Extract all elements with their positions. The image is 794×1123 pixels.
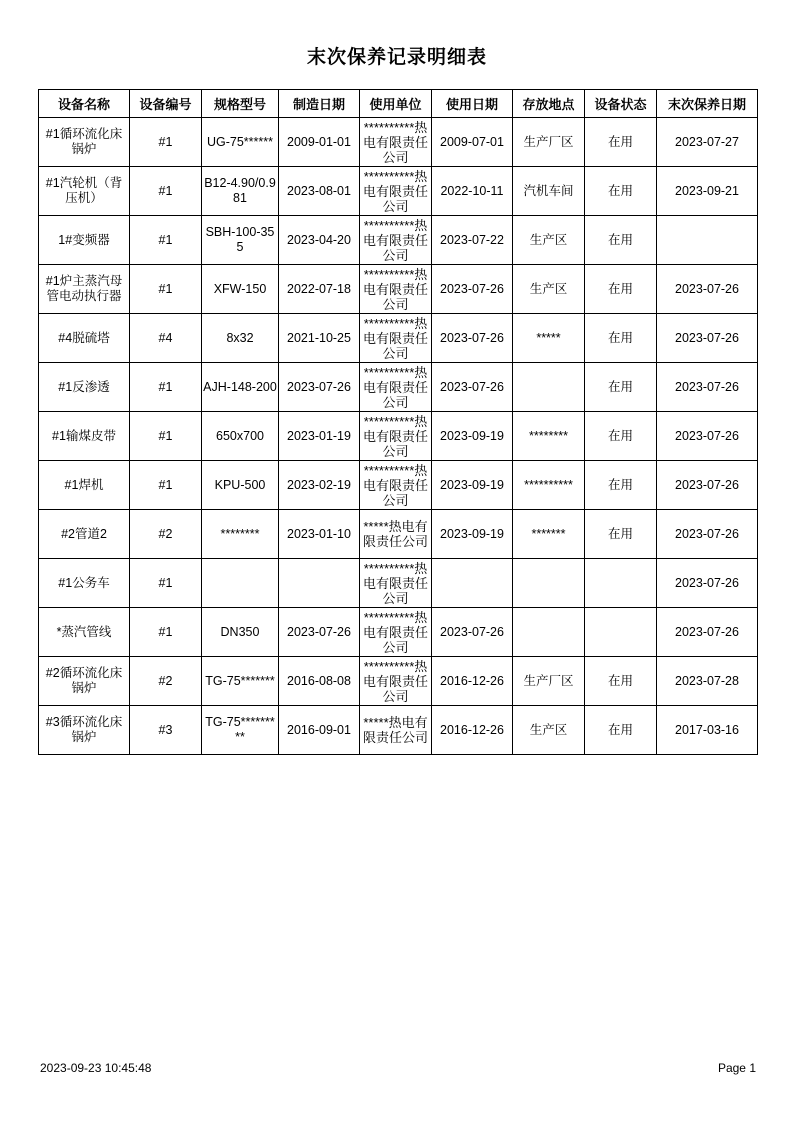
cell-location [513,363,585,412]
header-device-name: 设备名称 [39,90,130,118]
cell-location: 生产区 [513,265,585,314]
cell-device-name: #1反渗透 [39,363,130,412]
table-row [39,118,758,167]
cell-manufacture-date: 2016-09-01 [279,706,360,755]
header-last-maintenance-date: 末次保养日期 [657,90,758,118]
cell-location: 生产区 [513,216,585,265]
cell-manufacture-date: 2016-08-08 [279,657,360,706]
cell-use-date: 2023-07-22 [432,216,513,265]
cell-manufacture-date: 2023-07-26 [279,363,360,412]
cell-last-maintenance-date: 2023-07-27 [657,118,758,167]
header-status: 设备状态 [585,90,657,118]
cell-location: 生产厂区 [513,657,585,706]
table-row [39,657,758,706]
cell-location: ********** [513,461,585,510]
cell-user-unit: **********热电有限责任公司 [360,216,432,265]
cell-last-maintenance-date [657,216,758,265]
cell-model: TG-75********* [202,706,279,755]
cell-model: SBH-100-355 [202,216,279,265]
table-row [39,706,758,755]
cell-status [585,559,657,608]
cell-device-number: #2 [130,510,202,559]
table-row [39,510,758,559]
cell-manufacture-date: 2023-02-19 [279,461,360,510]
cell-use-date: 2009-07-01 [432,118,513,167]
cell-use-date: 2016-12-26 [432,706,513,755]
cell-location: 生产区 [513,706,585,755]
table-row [39,608,758,657]
maintenance-table [38,89,758,755]
cell-manufacture-date: 2023-07-26 [279,608,360,657]
cell-last-maintenance-date: 2023-07-26 [657,265,758,314]
cell-device-name: #1循环流化床锅炉 [39,118,130,167]
cell-last-maintenance-date: 2017-03-16 [657,706,758,755]
cell-user-unit: **********热电有限责任公司 [360,461,432,510]
cell-last-maintenance-date: 2023-07-26 [657,314,758,363]
cell-last-maintenance-date: 2023-07-28 [657,657,758,706]
table-row [39,363,758,412]
cell-use-date [432,559,513,608]
cell-status: 在用 [585,167,657,216]
report-title: 末次保养记录明细表 [306,46,487,68]
cell-manufacture-date [279,559,360,608]
cell-location: ***** [513,314,585,363]
cell-device-number: #1 [130,265,202,314]
print-timestamp: 2023-09-23 10:45:48 [40,1061,152,1075]
cell-last-maintenance-date: 2023-07-26 [657,461,758,510]
cell-model: 650x700 [202,412,279,461]
cell-manufacture-date: 2023-08-01 [279,167,360,216]
cell-use-date: 2023-07-26 [432,314,513,363]
table-row [39,314,758,363]
cell-device-number: #2 [130,657,202,706]
cell-model: AJH-148-200 [202,363,279,412]
cell-device-name: 1#变频器 [39,216,130,265]
cell-device-name: #1输煤皮带 [39,412,130,461]
cell-last-maintenance-date: 2023-07-26 [657,608,758,657]
cell-device-number: #1 [130,608,202,657]
cell-last-maintenance-date: 2023-09-21 [657,167,758,216]
cell-use-date: 2016-12-26 [432,657,513,706]
cell-last-maintenance-date: 2023-07-26 [657,510,758,559]
header-use-date: 使用日期 [432,90,513,118]
cell-device-number: #1 [130,216,202,265]
table-row [39,559,758,608]
cell-status: 在用 [585,412,657,461]
cell-location [513,559,585,608]
cell-status: 在用 [585,265,657,314]
table-row [39,167,758,216]
cell-use-date: 2023-09-19 [432,412,513,461]
header-manufacture-date: 制造日期 [279,90,360,118]
cell-use-date: 2023-07-26 [432,363,513,412]
cell-device-name: #3循环流化床锅炉 [39,706,130,755]
cell-user-unit: **********热电有限责任公司 [360,657,432,706]
cell-device-name: #2管道2 [39,510,130,559]
cell-device-number: #4 [130,314,202,363]
cell-status: 在用 [585,461,657,510]
cell-status: 在用 [585,706,657,755]
cell-location: ******** [513,412,585,461]
cell-use-date: 2023-07-26 [432,265,513,314]
cell-user-unit: **********热电有限责任公司 [360,167,432,216]
cell-use-date: 2023-09-19 [432,461,513,510]
cell-model: DN350 [202,608,279,657]
cell-location [513,608,585,657]
cell-last-maintenance-date: 2023-07-26 [657,363,758,412]
cell-user-unit: **********热电有限责任公司 [360,314,432,363]
cell-location: 汽机车间 [513,167,585,216]
table-row [39,216,758,265]
cell-device-number: #1 [130,412,202,461]
cell-model: TG-75******* [202,657,279,706]
cell-use-date: 2023-07-26 [432,608,513,657]
cell-status: 在用 [585,657,657,706]
cell-device-number: #1 [130,461,202,510]
cell-last-maintenance-date: 2023-07-26 [657,559,758,608]
cell-location: 生产厂区 [513,118,585,167]
cell-device-name: #1汽轮机（背压机） [39,167,130,216]
header-location: 存放地点 [513,90,585,118]
cell-manufacture-date: 2021-10-25 [279,314,360,363]
cell-user-unit: *****热电有限责任公司 [360,706,432,755]
cell-device-number: #1 [130,363,202,412]
cell-user-unit: **********热电有限责任公司 [360,412,432,461]
cell-status: 在用 [585,216,657,265]
header-model: 规格型号 [202,90,279,118]
cell-device-name: #1炉主蒸汽母管电动执行器 [39,265,130,314]
page-number: Page 1 [717,1061,756,1075]
cell-status: 在用 [585,363,657,412]
header-device-number: 设备编号 [130,90,202,118]
cell-manufacture-date: 2009-01-01 [279,118,360,167]
cell-status: 在用 [585,510,657,559]
table-row [39,461,758,510]
cell-location: ******* [513,510,585,559]
cell-model [202,559,279,608]
cell-user-unit: **********热电有限责任公司 [360,118,432,167]
cell-device-name: #1焊机 [39,461,130,510]
cell-status [585,608,657,657]
cell-device-name: *蒸汽管线 [39,608,130,657]
cell-model: ******** [202,510,279,559]
cell-device-name: #2循环流化床锅炉 [39,657,130,706]
cell-device-number: #3 [130,706,202,755]
cell-user-unit: *****热电有限责任公司 [360,510,432,559]
table-row [39,412,758,461]
cell-user-unit: **********热电有限责任公司 [360,608,432,657]
cell-model: UG-75****** [202,118,279,167]
cell-user-unit: **********热电有限责任公司 [360,265,432,314]
cell-user-unit: **********热电有限责任公司 [360,559,432,608]
cell-device-number: #1 [130,559,202,608]
cell-device-name: #4脱硫塔 [39,314,130,363]
cell-use-date: 2023-09-19 [432,510,513,559]
cell-model: KPU-500 [202,461,279,510]
table-row [39,265,758,314]
cell-user-unit: **********热电有限责任公司 [360,363,432,412]
header-user-unit: 使用单位 [360,90,432,118]
cell-manufacture-date: 2023-04-20 [279,216,360,265]
cell-device-name: #1公务车 [39,559,130,608]
cell-manufacture-date: 2023-01-19 [279,412,360,461]
cell-use-date: 2022-10-11 [432,167,513,216]
cell-status: 在用 [585,118,657,167]
cell-manufacture-date: 2022-07-18 [279,265,360,314]
cell-manufacture-date: 2023-01-10 [279,510,360,559]
cell-model: XFW-150 [202,265,279,314]
cell-device-number: #1 [130,167,202,216]
cell-status: 在用 [585,314,657,363]
cell-last-maintenance-date: 2023-07-26 [657,412,758,461]
cell-model: B12-4.90/0.981 [202,167,279,216]
cell-model: 8x32 [202,314,279,363]
cell-device-number: #1 [130,118,202,167]
table-header-row [39,90,758,118]
